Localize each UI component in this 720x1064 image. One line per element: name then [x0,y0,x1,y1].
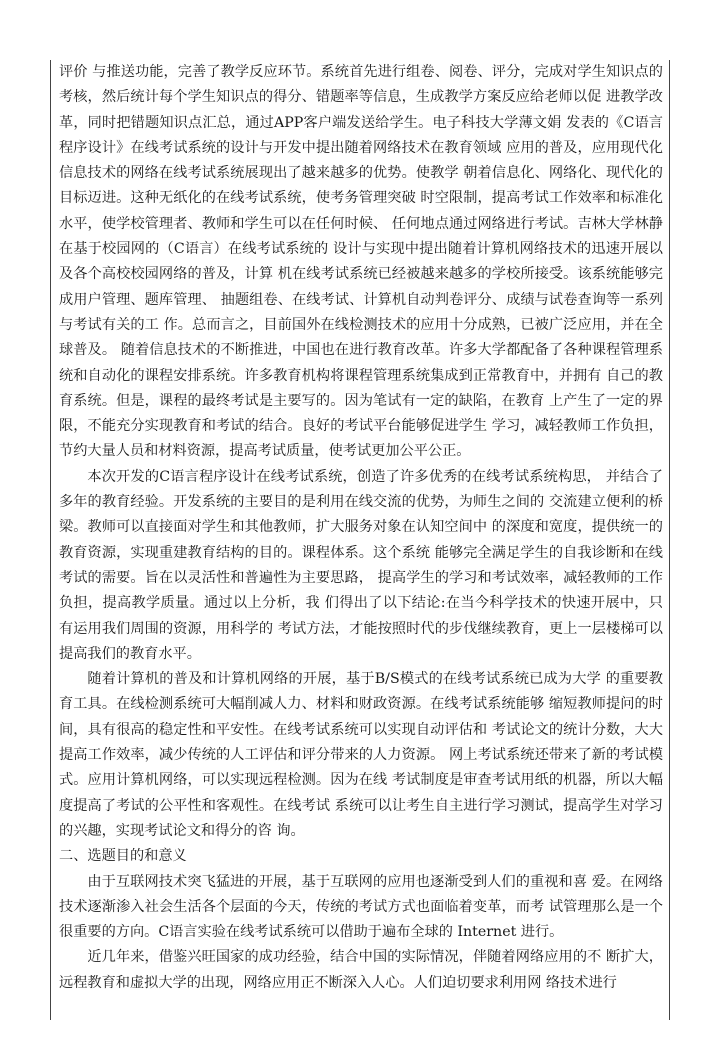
document-page [50,60,670,1020]
paragraph-system-development: 本次开发的C语言程序设计在线考试系统，创造了许多优秀的在线考试系统构思， 并结合了多年的教育经验。开发系统的主要目的是利用在线交流的优势，为师生之间的 交流建立便利的桥梁。教师可以直接面对学生和其他教师，扩大服务对象在认知空间中 的深度和宽度，提供统一的教育资源，实现重建教育结构的目的。课程体系。这个系统 能够完全满足学生的自我诊断和在线考试的需要。旨在以灵活性和普遍性为主要思路， 提高学生的学习和考试效率，减轻教师的工作负担，提高教学质量。通过以上分析，我 们得出了以下结论:在当今科学技术的快速开展中，只有运用我们周围的资源，用科学的 考试方法，才能按照时代的步伐继续教育，更上一层楼梯可以提高我们的教育水平。 [59,468,663,662]
paragraph-recent-years: 近几年来，借鉴兴旺国家的成功经验，结合中国的实际情况，伴随着网络应用的不 断扩大，远程教育和虚拟大学的出现，网络应用正不断深入人心。人们迫切要求利用网 络技术进行 [59,949,663,991]
paragraph-continuation: 评价 与推送功能，完善了教学反应环节。系统首先进行组卷、阅卷、评分，完成对学生知识点的考核，然后统计每个学生知识点的得分、错题率等信息，生成教学方案反应给老师以促 进教学改革，同时把错题知识点汇总，通过APP客户端发送给学生。电子科技大学薄文娟 发表的《C语言程序设计》在线考试系统的设计与开发中提出随着网络技术在教育领域 应用的普及，应用现代化信息技术的网络在线考试系统展现出了越来越多的优势。使教学 朝着信息化、网络化、现代化的目标迈进。这种无纸化的在线考试系统，使考务管理突破 时空限制，提高考试工作效率和标准化水平，使学校管理者、教师和学生可以在任何时候、 任何地点通过网络进行考试。吉林大学林静在基于校园网的（C语言）在线考试系统的 设计与实现中提出随着计算机网络技术的迅速开展以及各个高校校园网络的普及，计算 机在线考试系统已经被越来越多的学校所接受。该系统能够完成用户管理、题库管理、 抽题组卷、在线考试、计算机自动判卷评分、成绩与试卷查询等一系列与考试有关的工 作。总而言之，目前国外在线检测技术的应用十分成熟，已被广泛应用，并在全球普及。 随着信息技术的不断推进，中国也在进行教育改革。许多大学都配备了各种课程管理系 统和自动化的课程安排系统。许多教育机构将课程管理系统集成到正常教育中，并拥有 自己的教育系统。但是，课程的最终考试是主要写的。因为笔试有一定的缺陷，在教育 上产生了一定的界限，不能充分实现教育和考试的结合。良好的考试平台能够促进学生 学习，减轻教师工作负担，节约大量人员和材料资源，提高考试质量，使考试更加公平公正。 [59,64,663,460]
paragraph-bs-mode: 随着计算机的普及和计算机网络的开展，基于B/S模式的在线考试系统已成为大学 的重要教育工具。在线检测系统可大幅削减人力、材料和财政资源。在线考试系统能够 缩短教师提问的时间，具有很高的稳定性和平安性。在线考试系统可以实现自动评估和 考试论文的统计分数，大大提高工作效率，减少传统的人工评估和评分带来的人力资源。 网上考试系统还带来了新的考试模式。应用计算机网络，可以实现远程检测。因为在线 考试制度是审查考试用纸的机器，所以大幅度提高了考试的公平性和客观性。在线考试 系统可以让考生自主进行学习测试，提高学生对学习的兴趣，实现考试论文和得分的咨 询。 [59,671,663,839]
document-body [59,60,663,996]
paragraph-internet: 由于互联网技术突飞猛进的开展，基于互联网的应用也逐渐受到人们的重视和喜 爱。在网络技术逐渐渗入社会生活各个层面的今天，传统的考试方式也面临着变革，而考 试管理那么是一个很重要的方向。C语言实验在线考试系统可以借助于遍布全球的 Internet 进行。 [59,873,663,941]
section-heading: 二、选题目的和意义 [59,848,187,865]
